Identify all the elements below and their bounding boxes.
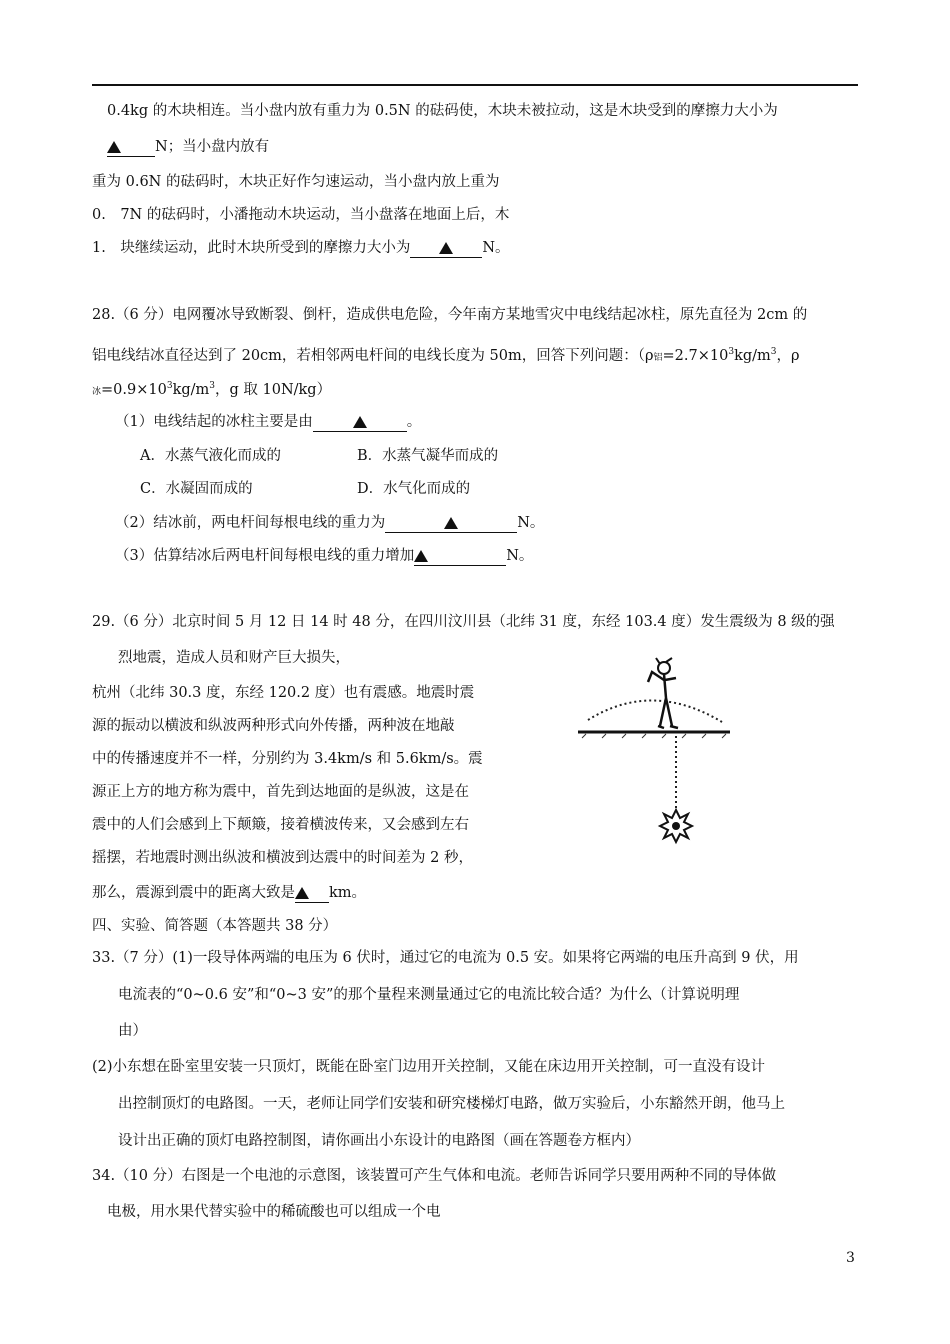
- text-fragment: N。: [506, 548, 534, 564]
- text-line: 0. 7N 的砝码时，小潘拖动木块运动，当小盘落在地面上后，木: [92, 207, 510, 223]
- text-fragment: =2.7×10: [662, 348, 729, 364]
- superscript: 3: [770, 347, 777, 357]
- answer-blank: [107, 138, 155, 157]
- header-rule: [92, 84, 858, 86]
- text-line: 重为 0.6N 的砝码时，木块正好作匀速运动，当小盘内放上重为: [92, 174, 500, 190]
- section-heading: 四、实验、简答题（本答题共 38 分）: [92, 918, 338, 934]
- text-fragment: kg/m: [172, 382, 210, 398]
- text-fragment: 。: [406, 414, 422, 430]
- question-33-line: 33.（7 分）(1)一段导体两端的电压为 6 伏时，通过它的电流为 0.5 安。如果将它两端的电压升高到 9 伏，用: [92, 950, 799, 966]
- question-33-line: 由）: [118, 1023, 147, 1039]
- text-fragment: km。: [329, 885, 367, 901]
- triangle-icon: [444, 517, 458, 529]
- question-29-line: 烈地震，造成人员和财产巨大损失，: [118, 650, 350, 666]
- triangle-icon: [439, 242, 453, 254]
- question-34-line: 电极，用水果代替实验中的稀硫酸也可以组成一个电: [107, 1204, 441, 1220]
- answer-blank: [410, 239, 482, 258]
- question-28-part-2: [115, 513, 544, 533]
- option-b: B．水蒸气凝华而成的: [357, 448, 499, 464]
- option-d: D．水气化而成的: [357, 481, 471, 497]
- question-28-part-3: [115, 546, 533, 566]
- earthquake-figure: [572, 650, 732, 850]
- text-line: [92, 238, 510, 258]
- superscript: 3: [209, 381, 215, 391]
- option-a: A．水蒸气液化而成的: [140, 448, 281, 464]
- text-fragment: （3）估算结冰后两电杆间每根电线的重力增加: [115, 548, 415, 564]
- superscript: 3: [728, 347, 735, 357]
- text-fragment: N。: [482, 240, 510, 256]
- person-figure: [648, 658, 678, 728]
- text-fragment: 那么，震源到震中的距离大致是: [92, 885, 295, 901]
- question-29-line: [92, 883, 366, 903]
- question-29-line: 杭州（北纬 30.3 度，东经 120.2 度）也有震感。地震时震: [92, 685, 475, 701]
- question-33-line: (2)小东想在卧室里安装一只顶灯，既能在卧室门边用开关控制，又能在床边用开关控制，可一直没有设计: [92, 1059, 766, 1075]
- text-fragment: =0.9×10: [101, 382, 167, 398]
- triangle-icon: [353, 416, 367, 428]
- triangle-icon: [295, 887, 309, 899]
- text-fragment: （1）电线结起的冰柱主要是由: [115, 414, 313, 430]
- text-line: 0.4kg 的木块相连。当小盘内放有重力为 0.5N 的砝码使，木块未被拉动，这是木块受到的摩擦力大小为: [107, 103, 778, 119]
- question-29-line: 震中的人们会感到上下颠簸，接着横波传来，又会感到左右: [92, 817, 469, 833]
- question-28-line: [92, 342, 800, 368]
- question-28-line: 28.（6 分）电网覆冰导致断裂、倒杆，造成供电危险，今年南方某地雪灾中电线结起冰柱，原先直径为 2cm 的: [92, 307, 808, 323]
- subscript: 冰: [92, 387, 102, 397]
- answer-blank: [414, 547, 506, 566]
- question-34-line: 34.（10 分）右图是一个电池的示意图，该装置可产生气体和电流。老师告诉同学只要用两种不同的导体做: [92, 1168, 777, 1184]
- question-33-line: 电流表的“0~0.6 安”和“0~3 安”的那个量程来测量通过它的电流比较合适？为什么（计算说明理: [118, 987, 740, 1003]
- triangle-icon: [107, 141, 121, 153]
- text-fragment: ，ρ: [776, 348, 800, 364]
- question-29-line: 源的振动以横波和纵波两种形式向外传播，两种波在地敲: [92, 718, 455, 734]
- subscript: 铝: [653, 353, 663, 363]
- epicenter-burst-icon: [660, 810, 692, 842]
- question-33-line: 设计出正确的顶灯电路控制图，请你画出小东设计的电路图（画在答题卷方框内）: [118, 1133, 640, 1149]
- superscript: 3: [166, 381, 173, 391]
- text-fragment: ，g 取 10N/kg）: [215, 382, 332, 398]
- question-29-line: 摇摆，若地震时测出纵波和横波到达震中的时间差为 2 秒，: [92, 850, 473, 866]
- page-number: 3: [846, 1250, 855, 1266]
- text-fragment: N。: [517, 515, 545, 531]
- text-line: [107, 137, 269, 157]
- text-fragment: 1. 块继续运动，此时木块所受到的摩擦力大小为: [92, 240, 411, 256]
- wave-arc: [588, 700, 722, 722]
- question-29-line: 源正上方的地方称为震中，首先到达地面的是纵波，这是在: [92, 784, 469, 800]
- question-33-line: 出控制顶灯的电路图。一天，老师让同学们安装和研究楼梯灯电路，做万实验后，小东豁然开朗，他马上: [118, 1096, 785, 1112]
- text-fragment: 铝电线结冰直径达到了 20cm，若相邻两电杆间的电线长度为 50m，回答下列问题：（ρ: [92, 348, 654, 364]
- triangle-icon: [414, 550, 428, 562]
- ground-hatch: [582, 734, 726, 738]
- option-c: C．水凝固而成的: [140, 481, 253, 497]
- question-29-line: 29.（6 分）北京时间 5 月 12 日 14 时 48 分，在四川汶川县（北纬 31 度，东经 103.4 度）发生震级为 8 级的强: [92, 614, 835, 630]
- answer-blank: [295, 884, 329, 903]
- text-fragment: N；当小盘内放有: [155, 139, 270, 155]
- answer-blank: [385, 514, 517, 533]
- question-28-line: [92, 376, 331, 402]
- answer-blank: [313, 413, 407, 432]
- text-fragment: kg/m: [734, 348, 771, 364]
- question-28-part-1: [115, 412, 421, 432]
- question-29-line: 中的传播速度并不一样，分别约为 3.4km/s 和 5.6km/s。震: [92, 751, 483, 767]
- text-fragment: （2）结冰前，两电杆间每根电线的重力为: [115, 515, 386, 531]
